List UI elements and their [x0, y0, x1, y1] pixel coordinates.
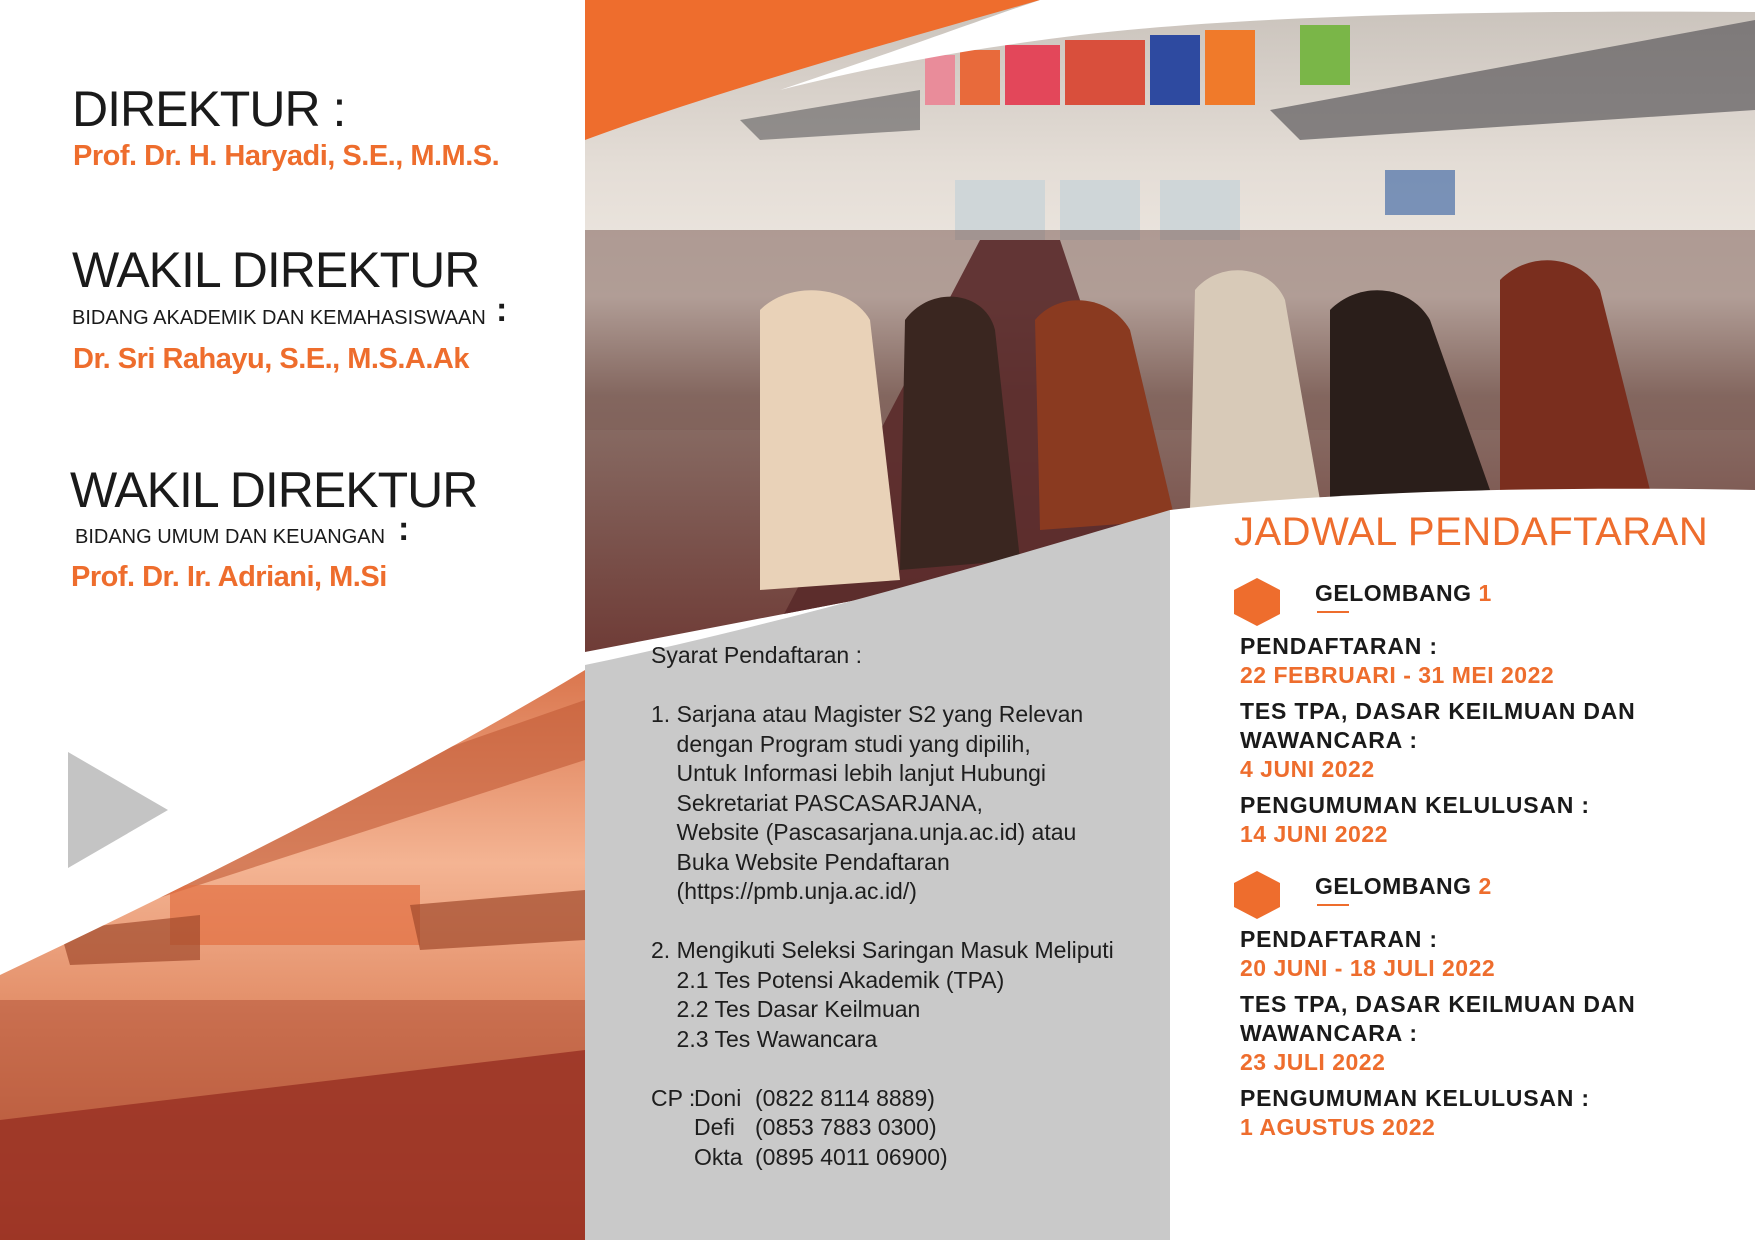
test-date: 23 JULI 2022 [1240, 1049, 1386, 1075]
requirement-line: 1. Sarjana atau Magister S2 yang Relevan [651, 701, 1084, 727]
registration-date: 22 FEBRUARI - 31 MEI 2022 [1240, 662, 1555, 688]
vice-director-finance-title: WAKIL DIREKTUR [70, 462, 478, 518]
wave-number: 1 [1478, 580, 1492, 606]
wave-1-label [1315, 582, 1492, 605]
vice-director-finance-field: BIDANG UMUM DAN KEUANGAN [75, 526, 386, 548]
wave-2-details [1240, 925, 1740, 1142]
announcement-date: 14 JUNI 2022 [1240, 821, 1388, 847]
requirement-item-1 [651, 700, 1161, 907]
wave-1-details [1240, 632, 1740, 849]
contact-persons [651, 1084, 1161, 1174]
contact-name: Okta [694, 1143, 743, 1170]
requirement-line: 2.1 Tes Potensi Akademik (TPA) [651, 966, 1005, 993]
announcement-date: 1 AGUSTUS 2022 [1240, 1114, 1436, 1140]
contact-phone: (0853 7883 0300) [755, 1114, 937, 1140]
requirement-line: Website (Pascasarjana.unja.ac.id) atau [651, 819, 1077, 845]
announcement-label: PENGUMUMAN KELULUSAN : [1240, 792, 1590, 818]
test-label: TES TPA, DASAR KEILMUAN DAN [1240, 991, 1636, 1017]
vice-director-academic-field: BIDANG AKADEMIK DAN KEMAHASISWAAN [72, 307, 486, 329]
announcement-label: PENGUMUMAN KELULUSAN : [1240, 1085, 1590, 1111]
vice-director-academic-title: WAKIL DIREKTUR [72, 242, 480, 298]
requirement-line: Sekretariat PASCASARJANA, [651, 789, 983, 816]
vice-director-finance-colon: : [398, 510, 410, 548]
requirement-item-2 [651, 936, 1161, 1054]
contact-label: CP : [651, 1084, 696, 1111]
director-name: Prof. Dr. H. Haryadi, S.E., M.M.S. [73, 140, 500, 172]
test-label-cont: WAWANCARA : [1240, 1020, 1418, 1046]
contact-phone: (0822 8114 8889) [755, 1084, 935, 1111]
test-date: 4 JUNI 2022 [1240, 756, 1375, 782]
requirement-line: Buka Website Pendaftaran [651, 848, 950, 875]
requirement-line: 2.2 Tes Dasar Keilmuan [651, 996, 921, 1022]
vice-director-finance-name: Prof. Dr. Ir. Adriani, M.Si [71, 561, 387, 593]
schedule-title: JADWAL PENDAFTARAN [1234, 510, 1709, 554]
requirement-line: dengan Program studi yang dipilih, [651, 730, 1031, 757]
test-label-cont: WAWANCARA : [1240, 727, 1418, 753]
registration-date: 20 JUNI - 18 JULI 2022 [1240, 955, 1496, 981]
wave-label-text: GELOMBANG [1315, 580, 1472, 606]
requirements-heading: Syarat Pendaftaran : [651, 642, 862, 668]
registration-label: PENDAFTARAN : [1240, 926, 1438, 952]
registration-label: PENDAFTARAN : [1240, 633, 1438, 659]
requirement-line: 2. Mengikuti Seleksi Saringan Masuk Meliputi [651, 937, 1114, 963]
wave-number: 2 [1478, 873, 1492, 899]
wave-2-label [1315, 875, 1492, 898]
contact-phone: (0895 4011 06900) [755, 1143, 948, 1170]
contact-name: Defi [694, 1114, 735, 1140]
director-title: DIREKTUR : [72, 81, 346, 137]
vice-director-academic-colon: : [496, 291, 508, 329]
wave-2-underline [1317, 904, 1349, 906]
vice-director-academic-name: Dr. Sri Rahayu, S.E., M.S.A.Ak [73, 343, 469, 375]
play-triangle-icon [68, 752, 168, 868]
requirement-line: 2.3 Tes Wawancara [651, 1025, 878, 1052]
wave-label-text: GELOMBANG [1315, 873, 1472, 899]
contact-name: Doni [694, 1084, 742, 1111]
wave-1-underline [1317, 611, 1349, 613]
test-label: TES TPA, DASAR KEILMUAN DAN [1240, 698, 1636, 724]
requirement-line: (https://pmb.unja.ac.id/) [651, 878, 917, 904]
requirements-block [651, 641, 1161, 1174]
bottom-event-photo [0, 660, 585, 1240]
requirement-line: Untuk Informasi lebih lanjut Hubungi [651, 760, 1047, 786]
